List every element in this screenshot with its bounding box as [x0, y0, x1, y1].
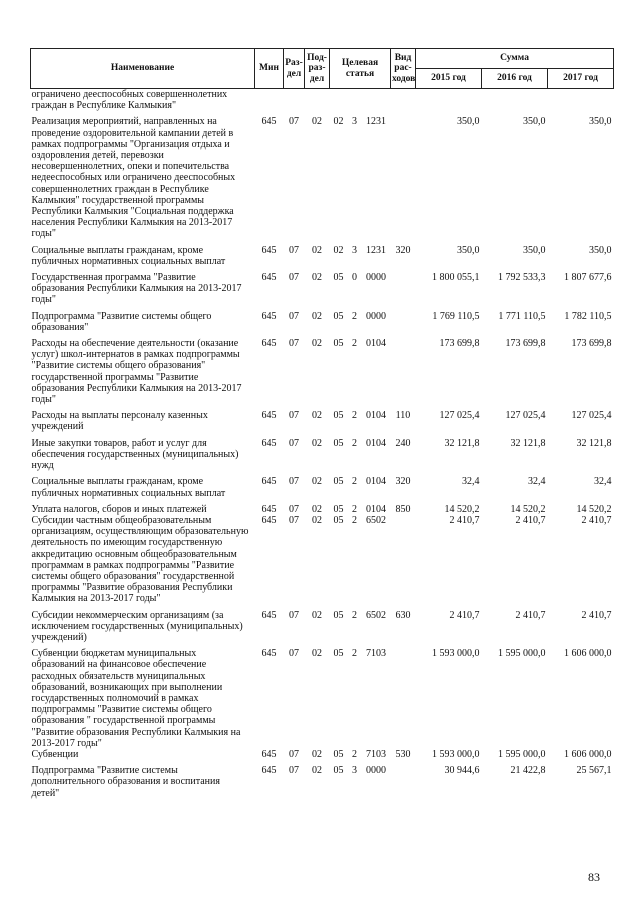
row-sum-2015: 1 769 110,5 — [432, 310, 480, 322]
row-sum-2017: 127 025,4 — [571, 410, 612, 422]
row-expense-type — [391, 306, 416, 333]
row-razdel: 07 — [289, 244, 299, 256]
row-target-direction: 7103 — [366, 648, 386, 660]
header-name: Наименование — [31, 49, 255, 89]
row-podrazdel: 02 — [312, 765, 322, 777]
row-sum-2015: 30 944,6 — [444, 765, 480, 777]
row-sum-2017 — [548, 89, 614, 112]
row-target-direction: 0104 — [366, 503, 386, 515]
row-target-subprogram: 2 — [352, 476, 357, 488]
table-row — [31, 240, 614, 267]
row-target-direction: 6502 — [366, 609, 386, 621]
row-expense-type: 630 — [395, 609, 411, 621]
row-razdel: 07 — [289, 503, 299, 515]
row-podrazdel: 02 — [312, 116, 322, 128]
row-podrazdel: 02 — [312, 648, 322, 660]
table-row — [31, 760, 614, 799]
row-podrazdel: 02 — [312, 338, 322, 350]
header-podrazdel: Под- раз- дел — [305, 49, 330, 89]
row-target-direction: 1231 — [366, 116, 386, 128]
row-sum-2016: 2 410,7 — [515, 609, 546, 621]
table-row — [31, 515, 614, 605]
row-target-program: 02 — [333, 116, 344, 128]
row-name: Субвенции — [31, 748, 79, 760]
row-min: 645 — [261, 310, 277, 322]
row-sum-2017: 173 699,8 — [571, 338, 612, 350]
row-razdel: 07 — [289, 476, 299, 488]
row-target-direction: 0104 — [366, 437, 386, 449]
row-expense-type — [391, 267, 416, 306]
row-target-program: 05 — [333, 338, 344, 350]
row-name: Субсидии некоммерческим организациям (за исключением государственных (муниципальных) учреждений) — [31, 609, 243, 643]
row-target-subprogram: 2 — [352, 410, 357, 422]
row-target-program: 05 — [333, 514, 344, 526]
row-name: Иные закупки товаров, работ и услуг для обеспечения государственных (муниципальных) нужд — [31, 437, 239, 472]
row-min: 645 — [261, 476, 277, 488]
row-sum-2015: 2 410,7 — [449, 514, 480, 526]
row-expense-type: 850 — [395, 503, 411, 515]
row-min: 645 — [261, 648, 277, 660]
row-name: Расходы на обеспечение деятельности (оказание услуг) школ-интернатов в рамках подпрограммы "Развитие системы общего образования" государственной программы "Развитие образования Республики Калмыкия на 2013-2017 годы" — [31, 338, 242, 406]
row-target-subprogram: 2 — [352, 514, 357, 526]
row-razdel: 07 — [289, 765, 299, 777]
row-podrazdel: 02 — [312, 437, 322, 449]
row-sum-2015 — [416, 89, 482, 112]
row-sum-2015: 32,4 — [462, 476, 480, 488]
row-name: Реализация мероприятий, направленных на проведение оздоровительной кампании детей в рамках подпрограммы "Организация отдыха и оздоровления детей, перевозки несовершеннолетних, опеки и попечительства недееспособных или ограничено дееспособных совершеннолетних граждан в Республике Калмыкия" государственной программы Республики Калмыкия "Социальная поддержка населения Республики Калмыкия на 2013-2017 годы" — [31, 116, 236, 240]
row-name: Расходы на выплаты персоналу казенных учреждений — [31, 410, 208, 433]
row-min: 645 — [261, 244, 277, 256]
row-target-direction — [362, 89, 391, 112]
row-target-direction: 7103 — [366, 748, 386, 760]
row-target-program: 05 — [333, 765, 344, 777]
row-podrazdel: 02 — [312, 476, 322, 488]
row-name: Субсидии частным общеобразовательным организациям, осуществляющим образовательную деятельность по имеющим государственную аккредитацию основным общеобразовательным программам в рамках подпрограммы "Развитие системы общего образования" государственной программы "Развитие образования Республики Калмыкия на 2013-2017 годы" — [31, 514, 249, 605]
row-name: Подпрограмма "Развитие системы дополнительного образования и воспитания детей" — [31, 765, 220, 799]
row-sum-2015: 350,0 — [457, 116, 480, 128]
row-sum-2016: 2 410,7 — [515, 514, 546, 526]
row-podrazdel: 02 — [312, 410, 322, 422]
row-target-direction: 0104 — [366, 338, 386, 350]
row-sum-2017: 1 606 000,0 — [564, 648, 612, 660]
row-expense-type — [391, 111, 416, 239]
row-expense-type: 530 — [395, 748, 411, 760]
header-expense-type: Вид рас- ходов — [391, 49, 416, 89]
row-name: Подпрограмма "Развитие системы общего образования" — [31, 310, 212, 333]
row-target-program: 05 — [333, 476, 344, 488]
row-razdel: 07 — [289, 116, 299, 128]
row-target-program: 05 — [333, 609, 344, 621]
row-target-program: 05 — [333, 648, 344, 660]
budget-document — [30, 48, 613, 799]
row-sum-2016: 1 595 000,0 — [498, 748, 546, 760]
row-podrazdel: 02 — [312, 609, 322, 621]
row-sum-2017: 1 782 110,5 — [564, 310, 612, 322]
table-row — [31, 749, 614, 760]
row-target-program: 05 — [333, 748, 344, 760]
row-sum-2016: 1 792 533,3 — [498, 272, 546, 284]
row-razdel: 07 — [289, 748, 299, 760]
row-sum-2016 — [482, 89, 548, 112]
row-razdel: 07 — [289, 514, 299, 526]
row-sum-2017: 350,0 — [589, 244, 612, 256]
row-expense-type: 320 — [395, 244, 411, 256]
row-name: Уплата налогов, сборов и иных платежей — [31, 503, 207, 515]
row-razdel: 07 — [289, 272, 299, 284]
table-row — [31, 499, 614, 515]
row-sum-2017: 2 410,7 — [581, 609, 612, 621]
row-target-subprogram: 3 — [352, 244, 357, 256]
row-min: 645 — [261, 272, 277, 284]
row-target-program: 05 — [333, 272, 344, 284]
row-razdel: 07 — [289, 310, 299, 322]
row-target-subprogram: 2 — [352, 503, 357, 515]
row-target-subprogram: 3 — [352, 116, 357, 128]
row-target-subprogram: 2 — [352, 338, 357, 350]
header-target-article: Целевая статья — [330, 49, 391, 89]
row-min: 645 — [261, 116, 277, 128]
table-row — [31, 405, 614, 432]
row-target-subprogram: 3 — [352, 765, 357, 777]
row-sum-2015: 32 121,8 — [444, 437, 480, 449]
row-expense-type — [391, 643, 416, 749]
row-target-subprogram: 2 — [352, 648, 357, 660]
row-target-program: 05 — [333, 310, 344, 322]
row-sum-2016: 1 595 000,0 — [498, 648, 546, 660]
row-expense-type: 240 — [395, 437, 411, 449]
row-sum-2016: 350,0 — [523, 244, 546, 256]
row-sum-2016: 32,4 — [528, 476, 546, 488]
row-sum-2017: 14 520,2 — [576, 503, 612, 515]
row-target-direction: 0000 — [366, 272, 386, 284]
row-target-program: 02 — [333, 244, 344, 256]
header-sum: Сумма — [416, 49, 614, 69]
row-target-direction: 6502 — [366, 514, 386, 526]
row-podrazdel: 02 — [312, 272, 322, 284]
row-target-subprogram: 2 — [352, 437, 357, 449]
row-sum-2017: 2 410,7 — [581, 514, 612, 526]
row-name: Субвенции бюджетам муниципальных образований на финансовое обеспечение расходных обязательств муниципальных образований, возникающих при выполнении государственных полномочий в рамках подпрограммы "Развитие системы общего образования " государственной программы "Развитие образования Республики Калмыкия на 2013-2017 годы" — [31, 648, 241, 749]
row-expense-type — [391, 89, 416, 112]
row-min: 645 — [261, 338, 277, 350]
table-row — [31, 471, 614, 498]
row-name: Государственная программа "Развитие образования Республики Калмыкия на 2013-2017 годы" — [31, 272, 242, 306]
row-sum-2017: 25 567,1 — [576, 765, 612, 777]
row-min: 645 — [261, 748, 277, 760]
row-target-program: 05 — [333, 437, 344, 449]
row-razdel: 07 — [289, 437, 299, 449]
row-podrazdel: 02 — [312, 310, 322, 322]
row-target-program — [330, 89, 348, 112]
row-target-direction: 1231 — [366, 244, 386, 256]
row-podrazdel: 02 — [312, 244, 322, 256]
header-year-2016: 2016 год — [482, 69, 548, 89]
table-row — [31, 267, 614, 306]
row-sum-2016: 173 699,8 — [505, 338, 546, 350]
row-sum-2016: 127 025,4 — [505, 410, 546, 422]
row-min: 645 — [261, 437, 277, 449]
row-razdel: 07 — [289, 609, 299, 621]
table-row — [31, 333, 614, 405]
table-row — [31, 433, 614, 472]
header-razdel: Раз- дел — [284, 49, 305, 89]
row-sum-2015: 350,0 — [457, 244, 480, 256]
table-row — [31, 111, 614, 239]
row-razdel: 07 — [289, 338, 299, 350]
row-min: 645 — [261, 503, 277, 515]
row-name: Социальные выплаты гражданам, кроме публичных нормативных социальных выплат — [31, 476, 226, 499]
table-row — [31, 643, 614, 749]
row-target-subprogram: 2 — [352, 310, 357, 322]
table-row — [31, 306, 614, 333]
row-sum-2016: 21 422,8 — [510, 765, 546, 777]
row-expense-type — [391, 333, 416, 405]
row-target-subprogram: 0 — [352, 272, 357, 284]
row-sum-2017: 32,4 — [594, 476, 612, 488]
row-target-direction: 0000 — [366, 310, 386, 322]
page-number: 83 — [588, 870, 600, 884]
budget-table — [30, 48, 614, 799]
row-expense-type — [391, 760, 416, 799]
header-year-2015: 2015 год — [416, 69, 482, 89]
row-target-program: 05 — [333, 410, 344, 422]
row-expense-type — [391, 515, 416, 605]
table-header — [31, 49, 614, 89]
row-sum-2015: 1 800 055,1 — [432, 272, 480, 284]
row-sum-2015: 173 699,8 — [439, 338, 480, 350]
row-razdel: 07 — [289, 410, 299, 422]
table-row — [31, 89, 614, 112]
row-sum-2015: 2 410,7 — [449, 609, 480, 621]
row-name: ограничено дееспособных совершеннолетних граждан в Республике Калмыкия" — [31, 89, 228, 112]
row-sum-2017: 32 121,8 — [576, 437, 612, 449]
row-sum-2016: 32 121,8 — [510, 437, 546, 449]
row-min: 645 — [261, 514, 277, 526]
row-sum-2015: 1 593 000,0 — [432, 648, 480, 660]
row-target-direction: 0104 — [366, 410, 386, 422]
row-podrazdel — [305, 89, 330, 112]
row-expense-type: 110 — [395, 410, 411, 422]
row-sum-2017: 1 807 677,6 — [564, 272, 612, 284]
row-sum-2015: 1 593 000,0 — [432, 748, 480, 760]
row-sum-2015: 14 520,2 — [444, 503, 480, 515]
row-target-direction: 0000 — [366, 765, 386, 777]
row-sum-2016: 14 520,2 — [510, 503, 546, 515]
header-year-2017: 2017 год — [548, 69, 614, 89]
row-podrazdel: 02 — [312, 503, 322, 515]
table-body — [31, 89, 614, 799]
row-sum-2016: 350,0 — [523, 116, 546, 128]
row-target-subprogram: 2 — [352, 609, 357, 621]
row-min: 645 — [261, 609, 277, 621]
row-sum-2016: 1 771 110,5 — [498, 310, 546, 322]
row-target-subprogram — [348, 89, 362, 112]
row-name: Социальные выплаты гражданам, кроме публичных нормативных социальных выплат — [31, 244, 226, 267]
row-min: 645 — [261, 410, 277, 422]
row-min — [255, 89, 284, 112]
row-razdel: 07 — [289, 648, 299, 660]
row-podrazdel: 02 — [312, 748, 322, 760]
row-target-direction: 0104 — [366, 476, 386, 488]
row-sum-2017: 1 606 000,0 — [564, 748, 612, 760]
row-min: 645 — [261, 765, 277, 777]
table-row — [31, 605, 614, 644]
header-min: Мин — [255, 49, 284, 89]
row-podrazdel: 02 — [312, 514, 322, 526]
row-sum-2017: 350,0 — [589, 116, 612, 128]
row-target-program: 05 — [333, 503, 344, 515]
row-razdel — [284, 89, 305, 112]
row-expense-type: 320 — [395, 476, 411, 488]
row-sum-2015: 127 025,4 — [439, 410, 480, 422]
row-target-subprogram: 2 — [352, 748, 357, 760]
